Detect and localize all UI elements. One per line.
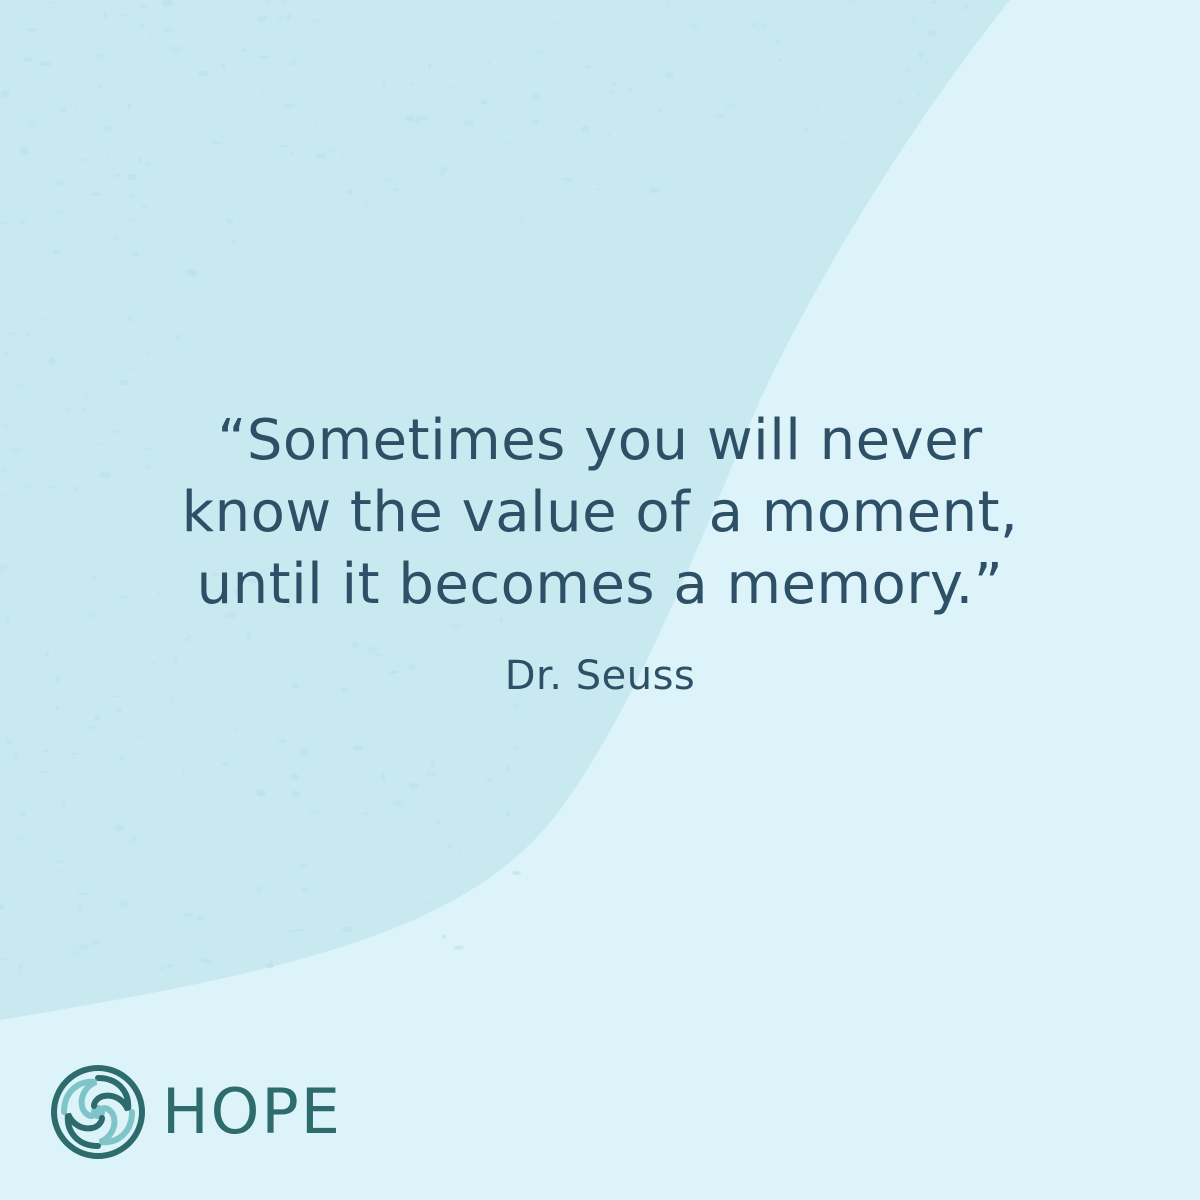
texture-speckle (897, 101, 903, 104)
texture-speckle (309, 19, 321, 24)
texture-speckle (300, 749, 311, 756)
texture-speckle (306, 903, 317, 905)
texture-speckle (77, 904, 81, 911)
texture-speckle (409, 782, 419, 788)
texture-speckle (186, 269, 197, 276)
texture-speckle (665, 71, 674, 79)
texture-speckle (552, 22, 557, 26)
texture-speckle (627, 88, 633, 92)
texture-speckle (112, 237, 118, 242)
texture-speckle (383, 83, 386, 87)
texture-speckle (314, 124, 317, 128)
texture-speckle (21, 812, 26, 818)
texture-speckle (531, 94, 541, 101)
texture-speckle (55, 209, 65, 214)
texture-speckle (426, 770, 437, 776)
texture-speckle (918, 51, 925, 57)
texture-speckle (106, 154, 109, 157)
texture-speckle (53, 249, 60, 254)
texture-speckle (405, 115, 414, 122)
texture-speckle (277, 18, 282, 20)
texture-speckle (385, 179, 394, 182)
texture-speckle (348, 190, 353, 195)
texture-speckle (353, 746, 363, 751)
texture-speckle (301, 888, 309, 892)
texture-speckle (82, 158, 89, 161)
texture-speckle (27, 332, 31, 336)
texture-speckle (146, 321, 149, 325)
texture-speckle (650, 187, 660, 193)
texture-speckle (18, 962, 23, 969)
texture-speckle (97, 84, 102, 88)
swirl-circle-icon (48, 1062, 148, 1162)
texture-speckle (158, 966, 165, 970)
quote-line-1: “Sometimes you will never (217, 408, 983, 473)
texture-speckle (61, 800, 65, 807)
texture-speckle (646, 87, 653, 90)
texture-speckle (428, 901, 432, 904)
texture-speckle (55, 181, 66, 186)
texture-speckle (171, 45, 182, 52)
texture-speckle (119, 379, 129, 385)
texture-speckle (49, 1, 52, 4)
texture-speckle (21, 146, 29, 151)
texture-speckle (653, 6, 655, 9)
texture-speckle (79, 943, 89, 950)
texture-speckle (74, 106, 78, 108)
texture-speckle (344, 111, 350, 113)
texture-speckle (127, 316, 134, 322)
texture-speckle (120, 900, 129, 908)
texture-speckle (90, 941, 101, 946)
texture-speckle (278, 145, 289, 147)
quote-block (0, 405, 1200, 701)
texture-speckle (40, 62, 52, 66)
texture-speckle (118, 757, 126, 761)
texture-speckle (596, 188, 603, 190)
texture-speckle (428, 62, 431, 69)
texture-speckle (506, 810, 510, 817)
texture-speckle (299, 862, 308, 868)
texture-speckle (537, 50, 544, 53)
texture-speckle (235, 727, 238, 730)
texture-speckle (789, 133, 793, 135)
texture-speckle (284, 104, 295, 108)
texture-speckle (256, 789, 265, 796)
texture-speckle (486, 61, 492, 64)
texture-speckle (94, 53, 104, 60)
texture-speckle (139, 4, 147, 9)
texture-speckle (146, 162, 151, 167)
texture-speckle (164, 27, 175, 33)
texture-speckle (917, 92, 921, 98)
texture-speckle (13, 754, 19, 760)
brand-name: HOPE (162, 1075, 342, 1148)
texture-speckle (65, 967, 67, 970)
texture-speckle (395, 823, 398, 825)
texture-speckle (260, 55, 270, 58)
texture-speckle (289, 60, 298, 66)
texture-speckle (14, 835, 25, 841)
texture-speckle (227, 218, 233, 225)
texture-speckle (326, 149, 336, 153)
texture-speckle (39, 318, 46, 320)
texture-speckle (3, 351, 11, 355)
texture-speckle (91, 193, 101, 196)
texture-speckle (451, 86, 455, 89)
texture-speckle (410, 83, 414, 85)
texture-speckle (119, 14, 129, 16)
texture-speckle (201, 960, 212, 964)
texture-speckle (103, 13, 107, 19)
texture-speckle (23, 57, 32, 61)
texture-speckle (103, 125, 112, 132)
texture-speckle (439, 170, 446, 176)
texture-speckle (775, 39, 780, 45)
texture-speckle (512, 871, 521, 875)
texture-speckle (386, 6, 390, 8)
texture-speckle (182, 769, 184, 773)
texture-speckle (513, 747, 519, 750)
texture-speckle (117, 709, 122, 713)
texture-speckle (211, 142, 223, 144)
quote-author: Dr. Seuss (504, 653, 696, 699)
texture-speckle (752, 22, 757, 27)
texture-speckle (726, 103, 736, 109)
texture-speckle (927, 29, 937, 36)
texture-speckle (269, 960, 273, 967)
texture-speckle (658, 107, 663, 113)
texture-speckle (309, 809, 321, 815)
texture-speckle (257, 16, 267, 22)
texture-speckle (486, 778, 492, 782)
texture-speckle (137, 736, 142, 738)
texture-speckle (127, 174, 137, 181)
texture-speckle (931, 1, 937, 4)
texture-speckle (27, 121, 36, 128)
texture-speckle (291, 774, 299, 781)
texture-speckle (393, 800, 405, 806)
texture-speckle (829, 164, 831, 166)
texture-speckle (148, 31, 155, 35)
texture-speckle (836, 78, 838, 81)
texture-speckle (926, 59, 928, 65)
texture-speckle (453, 946, 464, 950)
texture-speckle (667, 0, 671, 5)
texture-speckle (447, 846, 453, 848)
texture-speckle (459, 846, 462, 851)
texture-speckle (133, 218, 140, 220)
texture-speckle (48, 358, 55, 366)
texture-speckle (146, 352, 151, 355)
texture-speckle (53, 861, 65, 864)
texture-speckle (705, 12, 709, 14)
texture-speckle (259, 92, 265, 95)
texture-speckle (415, 119, 420, 124)
texture-speckle (37, 771, 49, 773)
texture-speckle (612, 83, 617, 86)
texture-speckle (503, 142, 513, 145)
texture-speckle (531, 119, 539, 126)
texture-speckle (290, 151, 293, 154)
texture-speckle (93, 86, 96, 93)
texture-speckle (130, 836, 137, 842)
texture-speckle (431, 761, 435, 768)
texture-speckle (561, 178, 571, 181)
texture-speckle (394, 189, 400, 191)
texture-speckle (761, 23, 767, 28)
texture-speckle (175, 334, 181, 341)
texture-speckle (7, 333, 16, 335)
texture-speckle (278, 739, 287, 743)
texture-speckle (43, 750, 50, 753)
texture-speckle (267, 0, 271, 3)
texture-speckle (840, 142, 847, 144)
texture-speckle (129, 367, 134, 371)
quote-line-3: until it becomes a memory.” (196, 552, 1004, 617)
texture-speckle (295, 199, 297, 205)
texture-speckle (581, 126, 590, 133)
texture-speckle (220, 763, 229, 766)
texture-speckle (18, 971, 20, 977)
texture-speckle (513, 704, 519, 708)
texture-speckle (436, 820, 443, 824)
texture-speckle (911, 16, 916, 21)
texture-speckle (814, 108, 819, 110)
texture-speckle (906, 69, 910, 72)
texture-speckle (127, 104, 131, 110)
texture-speckle (20, 220, 28, 225)
brand-logo (48, 1062, 342, 1162)
texture-speckle (85, 393, 88, 397)
texture-speckle (609, 89, 615, 94)
texture-speckle (53, 870, 62, 872)
texture-speckle (26, 28, 37, 31)
texture-speckle (287, 930, 297, 932)
texture-speckle (221, 64, 225, 70)
texture-speckle (241, 48, 247, 52)
texture-speckle (114, 825, 124, 831)
texture-speckle (77, 892, 88, 895)
texture-speckle (96, 713, 101, 720)
texture-speckle (779, 59, 781, 62)
texture-speckle (442, 935, 446, 939)
texture-speckle (940, 87, 946, 89)
texture-speckle (713, 114, 724, 118)
texture-speckle (427, 870, 429, 873)
texture-speckle (363, 812, 370, 814)
texture-speckle (849, 1, 859, 4)
texture-speckle (138, 158, 141, 162)
texture-speckle (286, 13, 291, 21)
texture-speckle (381, 775, 386, 782)
texture-speckle (963, 5, 969, 10)
texture-speckle (291, 791, 301, 798)
quote-line-2: know the value of a moment, (181, 480, 1019, 545)
texture-speckle (198, 71, 208, 76)
texture-speckle (131, 253, 139, 257)
texture-speckle (70, 753, 79, 755)
texture-speckle (141, 205, 148, 207)
texture-speckle (5, 738, 12, 744)
texture-speckle (59, 106, 66, 113)
texture-speckle (586, 66, 591, 69)
texture-speckle (315, 153, 326, 158)
texture-speckle (520, 216, 523, 223)
texture-speckle (607, 132, 612, 138)
texture-speckle (197, 915, 205, 921)
texture-speckle (115, 174, 121, 177)
texture-speckle (692, 23, 699, 29)
texture-speckle (223, 324, 227, 326)
texture-speckle (232, 240, 238, 243)
texture-speckle (167, 964, 173, 967)
texture-speckle (14, 384, 26, 387)
texture-speckle (184, 913, 193, 917)
texture-speckle (256, 886, 262, 892)
texture-speckle (340, 155, 343, 159)
texture-speckle (803, 127, 809, 131)
texture-speckle (72, 951, 80, 957)
texture-speckle (183, 55, 187, 57)
texture-speckle (464, 119, 474, 126)
texture-speckle (505, 862, 510, 864)
texture-speckle (260, 183, 268, 185)
texture-speckle (140, 24, 144, 27)
texture-speckle (507, 765, 510, 772)
texture-speckle (56, 705, 59, 710)
texture-speckle (354, 75, 365, 77)
texture-speckle (86, 726, 95, 729)
texture-speckle (129, 194, 135, 199)
texture-speckle (481, 99, 488, 105)
texture-speckle (185, 295, 187, 300)
texture-speckle (365, 203, 369, 207)
texture-speckle (125, 220, 133, 222)
texture-speckle (1, 90, 9, 97)
texture-speckle (342, 927, 353, 932)
